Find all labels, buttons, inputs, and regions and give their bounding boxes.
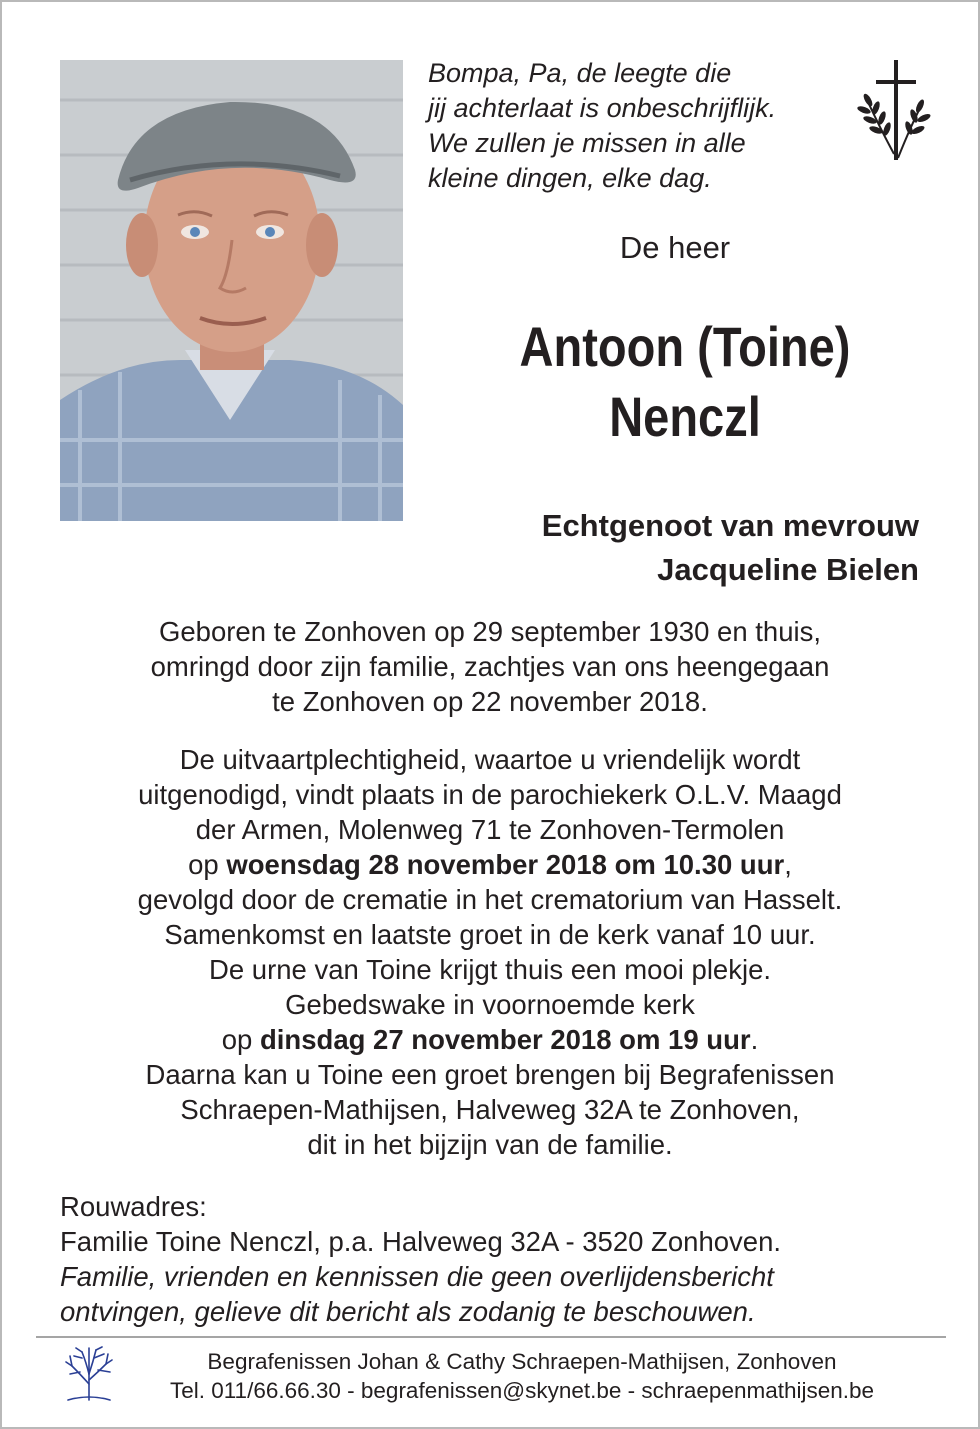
text-line: uitgenodigd, vindt plaats in de parochiekerk O.L.V. Maagd (138, 779, 842, 810)
text-line: der Armen, Molenweg 71 te Zonhoven-Termolen (195, 814, 785, 845)
deceased-name-line1: Antoon (Toine) (519, 315, 851, 378)
funeral-home-name: Begrafenissen Johan & Cathy Schraepen-Mathijsen, Zonhoven (207, 1349, 837, 1374)
text-line: gevolgd door de crematie in het crematorium van Hasselt. (137, 884, 843, 915)
birth-death-paragraph (22, 614, 958, 719)
text-run: . (750, 1024, 759, 1055)
text-run: , (784, 849, 792, 880)
funeral-date-line (22, 847, 958, 882)
funeral-date: woensdag 28 november 2018 om 10.30 uur (226, 849, 785, 880)
spouse-info (432, 504, 919, 592)
funeral-home-contact: Tel. 011/66.66.30 - begrafenissen@skynet.be - schraepenmathijsen.be (169, 1378, 875, 1403)
honorific: De heer (619, 230, 731, 265)
text-line: Gebedswake in voornoemde kerk (285, 989, 695, 1020)
poem-line: jij achterlaat is onbeschrijflijk. (428, 93, 777, 123)
text-line: Schraepen-Mathijsen, Halveweg 32A te Zonhoven, (180, 1094, 800, 1125)
notice-line: Familie, vrienden en kennissen die geen overlijdensbericht (60, 1261, 774, 1292)
footer-divider (36, 1336, 946, 1338)
cross-with-wheat-icon (850, 58, 934, 164)
vigil-date: dinsdag 27 november 2018 om 19 uur (259, 1024, 751, 1055)
spouse-line2: Jacqueline Bielen (657, 552, 919, 587)
text-line: De uitvaartplechtigheid, waartoe u vriendelijk wordt (179, 744, 801, 775)
vigil-date-line (22, 1022, 958, 1057)
text-line: dit in het bijzijn van de familie. (307, 1129, 673, 1160)
notice-line: ontvingen, gelieve dit bericht als zodanig te beschouwen. (60, 1296, 756, 1327)
text-line: Samenkomst en laatste groet in de kerk vanaf 10 uur. (164, 919, 816, 950)
funeral-home-info (122, 1347, 922, 1405)
tree-logo-icon (62, 1344, 116, 1402)
poem-line: Bompa, Pa, de leegte die (428, 58, 732, 88)
text-line: te Zonhoven op 22 november 2018. (272, 686, 708, 717)
address-label: Rouwadres: (60, 1191, 207, 1222)
text-line: omringd door zijn familie, zachtjes van ons heengegaan (150, 651, 830, 682)
portrait-illustration (60, 60, 403, 521)
funeral-paragraph (22, 742, 958, 1162)
deceased-name-line2: Nenczl (609, 385, 761, 448)
mourning-address (60, 1189, 940, 1329)
text-line: De urne van Toine krijgt thuis een mooi plekje. (208, 954, 772, 985)
text-run: op (221, 1024, 260, 1055)
poem (428, 56, 848, 196)
text-line: Geboren te Zonhoven op 29 september 1930 en thuis, (159, 616, 821, 647)
portrait-photo (60, 60, 403, 521)
address-line: Familie Toine Nenczl, p.a. Halveweg 32A - 3520 Zonhoven. (60, 1226, 782, 1257)
text-line: Daarna kan u Toine een groet brengen bij Begrafenissen (145, 1059, 835, 1090)
deceased-name (472, 312, 897, 452)
text-run: op (188, 849, 227, 880)
poem-line: kleine dingen, elke dag. (428, 163, 712, 193)
spouse-line1: Echtgenoot van mevrouw (541, 508, 919, 543)
poem-line: We zullen je missen in alle (428, 128, 746, 158)
